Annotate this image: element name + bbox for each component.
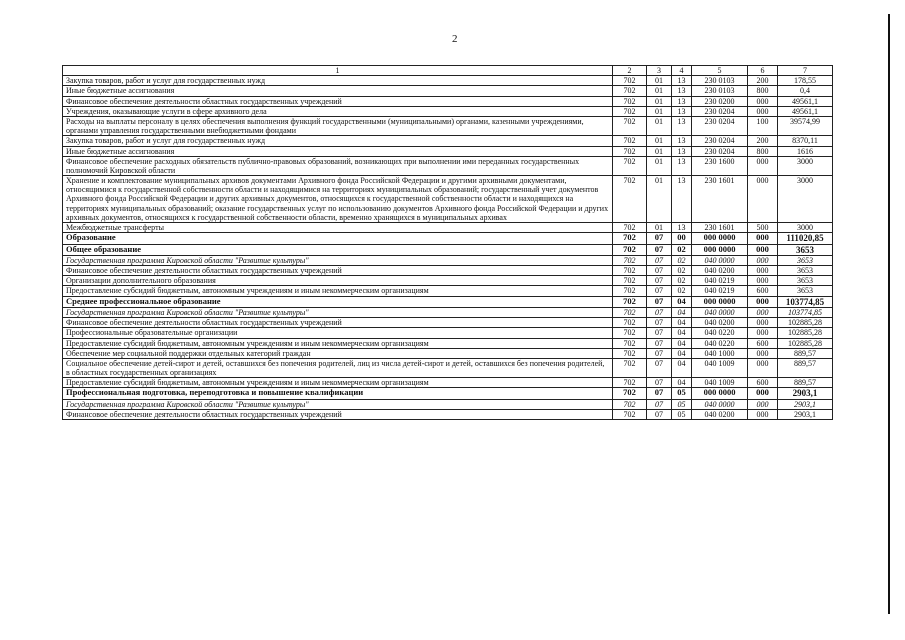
table-row — [63, 348, 833, 358]
table-row — [63, 233, 833, 244]
code-cell: 702 — [613, 348, 647, 358]
expense-type-cell: 100 — [748, 116, 778, 135]
subsection-cell: 05 — [672, 410, 692, 420]
table-row — [63, 266, 833, 276]
expense-type-cell: 000 — [748, 244, 778, 255]
subsection-cell: 04 — [672, 307, 692, 317]
subsection-cell: 13 — [672, 106, 692, 116]
amount-cell: 3000 — [778, 156, 833, 175]
code-cell: 702 — [613, 156, 647, 175]
code-cell: 702 — [613, 338, 647, 348]
table-row — [63, 176, 833, 223]
amount-cell: 3653 — [778, 244, 833, 255]
name-cell: Финансовое обеспечение деятельности областных государственных учреждений — [63, 266, 613, 276]
section-cell: 07 — [647, 266, 672, 276]
expense-type-cell: 000 — [748, 96, 778, 106]
code-cell: 702 — [613, 96, 647, 106]
table-row — [63, 358, 833, 377]
name-cell: Профессиональная подготовка, переподготовка и повышение квалификации — [63, 388, 613, 399]
name-cell: Хранение и комплектование муниципальных архивов документами Архивного фонда Российской Федерации и другими архивными документами, относящимися к государственной собственности области и находящимися на территориях муниципальных образований; государственный учет документов Архивного фонда Российской Федерации и других архивных документов, относящихся к государственной собственности области и находящихся на территориях муниципальных образований; оказание государственных услуг по использованию документов Архивного фонда Российской Федерации и других архивных документов, относящихся к государственной собственности области, временно хранящихся в муниципальных архивах — [63, 176, 613, 223]
amount-cell: 49561,1 — [778, 106, 833, 116]
section-cell: 07 — [647, 276, 672, 286]
section-cell: 07 — [647, 328, 672, 338]
amount-cell: 889,57 — [778, 358, 833, 377]
expense-type-cell: 000 — [748, 358, 778, 377]
subsection-cell: 05 — [672, 388, 692, 399]
name-cell: Социальное обеспечение детей-сирот и детей, оставшихся без попечения родителей, лиц из числа детей-сирот и детей, оставшихся без попечения родителей, в областных государственных организациях — [63, 358, 613, 377]
expense-type-cell: 000 — [748, 255, 778, 265]
section-cell: 01 — [647, 106, 672, 116]
expense-type-cell: 000 — [748, 307, 778, 317]
target-article-cell: 040 0200 — [692, 318, 748, 328]
name-cell: Государственная программа Кировской области "Развитие культуры" — [63, 307, 613, 317]
subsection-cell: 13 — [672, 223, 692, 233]
name-cell: Финансовое обеспечение расходных обязательств публично-правовых образований, возникающих при выполнении ими переданных государственных полномочий Кировской области — [63, 156, 613, 175]
name-cell: Организации дополнительного образования — [63, 276, 613, 286]
page-edge-rule — [888, 14, 890, 614]
section-cell: 01 — [647, 86, 672, 96]
section-cell: 07 — [647, 348, 672, 358]
amount-cell: 1616 — [778, 146, 833, 156]
section-cell: 01 — [647, 76, 672, 86]
amount-cell: 103774,85 — [778, 307, 833, 317]
target-article-cell: 040 0000 — [692, 399, 748, 409]
expense-type-cell: 000 — [748, 276, 778, 286]
section-cell: 01 — [647, 116, 672, 135]
page-number: 2 — [452, 33, 458, 45]
subsection-cell: 13 — [672, 116, 692, 135]
amount-cell: 3000 — [778, 176, 833, 223]
section-cell: 07 — [647, 410, 672, 420]
expense-type-cell: 000 — [748, 318, 778, 328]
expense-type-cell: 500 — [748, 223, 778, 233]
subsection-cell: 02 — [672, 244, 692, 255]
expense-type-cell: 000 — [748, 296, 778, 307]
name-cell: Государственная программа Кировской области "Развитие культуры" — [63, 399, 613, 409]
code-cell: 702 — [613, 286, 647, 296]
target-article-cell: 040 0000 — [692, 255, 748, 265]
table-row — [63, 410, 833, 420]
target-article-cell: 040 0220 — [692, 338, 748, 348]
section-cell: 07 — [647, 233, 672, 244]
expense-type-cell: 800 — [748, 86, 778, 96]
header-cell: 2 — [613, 66, 647, 76]
expense-type-cell: 200 — [748, 136, 778, 146]
code-cell: 702 — [613, 223, 647, 233]
code-cell: 702 — [613, 86, 647, 96]
code-cell: 702 — [613, 76, 647, 86]
code-cell: 702 — [613, 233, 647, 244]
name-cell: Предоставление субсидий бюджетным, автономным учреждениям и иным некоммерческим организациям — [63, 378, 613, 388]
name-cell: Предоставление субсидий бюджетным, автономным учреждениям и иным некоммерческим организациям — [63, 338, 613, 348]
section-cell: 01 — [647, 176, 672, 223]
target-article-cell: 230 0204 — [692, 136, 748, 146]
amount-cell: 3653 — [778, 276, 833, 286]
subsection-cell: 13 — [672, 96, 692, 106]
amount-cell: 103774,85 — [778, 296, 833, 307]
section-cell: 07 — [647, 318, 672, 328]
name-cell: Иные бюджетные ассигнования — [63, 86, 613, 96]
amount-cell: 3653 — [778, 255, 833, 265]
code-cell: 702 — [613, 296, 647, 307]
target-article-cell: 040 0219 — [692, 286, 748, 296]
subsection-cell: 04 — [672, 328, 692, 338]
code-cell: 702 — [613, 176, 647, 223]
name-cell: Профессиональные образовательные организации — [63, 328, 613, 338]
section-cell: 07 — [647, 255, 672, 265]
section-cell: 01 — [647, 96, 672, 106]
subsection-cell: 02 — [672, 255, 692, 265]
expense-type-cell: 000 — [748, 106, 778, 116]
expense-type-cell: 200 — [748, 76, 778, 86]
amount-cell: 3653 — [778, 286, 833, 296]
target-article-cell: 040 0000 — [692, 307, 748, 317]
section-cell: 07 — [647, 286, 672, 296]
section-cell: 01 — [647, 146, 672, 156]
table-row — [63, 255, 833, 265]
subsection-cell: 13 — [672, 156, 692, 175]
section-cell: 07 — [647, 388, 672, 399]
table-row — [63, 106, 833, 116]
target-article-cell: 230 1600 — [692, 156, 748, 175]
header-cell: 1 — [63, 66, 613, 76]
table-row — [63, 338, 833, 348]
name-cell: Закупка товаров, работ и услуг для государственных нужд — [63, 76, 613, 86]
table-header-row — [63, 66, 833, 76]
section-cell: 07 — [647, 378, 672, 388]
target-article-cell: 230 0200 — [692, 96, 748, 106]
code-cell: 702 — [613, 328, 647, 338]
table-row — [63, 378, 833, 388]
name-cell: Финансовое обеспечение деятельности областных государственных учреждений — [63, 96, 613, 106]
table-row — [63, 328, 833, 338]
amount-cell: 2903,1 — [778, 388, 833, 399]
table-row — [63, 116, 833, 135]
expense-type-cell: 000 — [748, 233, 778, 244]
section-cell: 07 — [647, 338, 672, 348]
table-row — [63, 286, 833, 296]
table-row — [63, 146, 833, 156]
target-article-cell: 040 0220 — [692, 328, 748, 338]
subsection-cell: 13 — [672, 146, 692, 156]
table-row — [63, 86, 833, 96]
code-cell: 702 — [613, 255, 647, 265]
name-cell: Межбюджетные трансферты — [63, 223, 613, 233]
subsection-cell: 04 — [672, 338, 692, 348]
target-article-cell: 000 0000 — [692, 388, 748, 399]
amount-cell: 102885,28 — [778, 328, 833, 338]
name-cell: Образование — [63, 233, 613, 244]
target-article-cell: 230 1601 — [692, 223, 748, 233]
header-cell: 4 — [672, 66, 692, 76]
header-cell: 6 — [748, 66, 778, 76]
table-row — [63, 307, 833, 317]
section-cell: 07 — [647, 244, 672, 255]
expense-type-cell: 000 — [748, 388, 778, 399]
amount-cell: 2903,1 — [778, 410, 833, 420]
table-row — [63, 96, 833, 106]
code-cell: 702 — [613, 106, 647, 116]
amount-cell: 49561,1 — [778, 96, 833, 106]
target-article-cell: 230 0103 — [692, 76, 748, 86]
section-cell: 01 — [647, 156, 672, 175]
target-article-cell: 230 0204 — [692, 106, 748, 116]
subsection-cell: 13 — [672, 86, 692, 96]
amount-cell: 8370,11 — [778, 136, 833, 146]
amount-cell: 2903,1 — [778, 399, 833, 409]
code-cell: 702 — [613, 136, 647, 146]
table-row — [63, 136, 833, 146]
expense-type-cell: 800 — [748, 146, 778, 156]
expense-type-cell: 600 — [748, 286, 778, 296]
subsection-cell: 04 — [672, 296, 692, 307]
expense-type-cell: 600 — [748, 338, 778, 348]
code-cell: 702 — [613, 318, 647, 328]
target-article-cell: 040 1000 — [692, 348, 748, 358]
code-cell: 702 — [613, 388, 647, 399]
expense-type-cell: 000 — [748, 410, 778, 420]
name-cell: Иные бюджетные ассигнования — [63, 146, 613, 156]
subsection-cell: 04 — [672, 378, 692, 388]
target-article-cell: 230 0204 — [692, 146, 748, 156]
expense-type-cell: 600 — [748, 378, 778, 388]
target-article-cell: 040 0219 — [692, 276, 748, 286]
name-cell: Учреждения, оказывающие услуги в сфере архивного дела — [63, 106, 613, 116]
section-cell: 07 — [647, 307, 672, 317]
subsection-cell: 05 — [672, 399, 692, 409]
header-cell: 5 — [692, 66, 748, 76]
table-row — [63, 276, 833, 286]
name-cell: Закупка товаров, работ и услуг для государственных нужд — [63, 136, 613, 146]
target-article-cell: 000 0000 — [692, 296, 748, 307]
expense-type-cell: 000 — [748, 156, 778, 175]
amount-cell: 39574,99 — [778, 116, 833, 135]
name-cell: Предоставление субсидий бюджетным, автономным учреждениям и иным некоммерческим организациям — [63, 286, 613, 296]
subsection-cell: 04 — [672, 318, 692, 328]
name-cell: Расходы на выплаты персоналу в целях обеспечения выполнения функций государственными (муниципальными) органами, казенными учреждениями, органами управления государственными внебюджетными фондами — [63, 116, 613, 135]
subsection-cell: 02 — [672, 276, 692, 286]
target-article-cell: 040 0200 — [692, 410, 748, 420]
subsection-cell: 04 — [672, 348, 692, 358]
subsection-cell: 02 — [672, 286, 692, 296]
amount-cell: 3653 — [778, 266, 833, 276]
name-cell: Государственная программа Кировской области "Развитие культуры" — [63, 255, 613, 265]
target-article-cell: 000 0000 — [692, 244, 748, 255]
target-article-cell: 230 1601 — [692, 176, 748, 223]
expense-type-cell: 000 — [748, 399, 778, 409]
code-cell: 702 — [613, 378, 647, 388]
code-cell: 702 — [613, 276, 647, 286]
expense-type-cell: 000 — [748, 328, 778, 338]
table-row — [63, 223, 833, 233]
name-cell: Финансовое обеспечение деятельности областных государственных учреждений — [63, 318, 613, 328]
amount-cell: 0,4 — [778, 86, 833, 96]
target-article-cell: 230 0204 — [692, 116, 748, 135]
section-cell: 01 — [647, 136, 672, 146]
name-cell: Обеспечение мер социальной поддержки отдельных категорий граждан — [63, 348, 613, 358]
subsection-cell: 02 — [672, 266, 692, 276]
amount-cell: 102885,28 — [778, 318, 833, 328]
section-cell: 01 — [647, 223, 672, 233]
code-cell: 702 — [613, 146, 647, 156]
table-row — [63, 76, 833, 86]
target-article-cell: 000 0000 — [692, 233, 748, 244]
name-cell: Общее образование — [63, 244, 613, 255]
target-article-cell: 230 0103 — [692, 86, 748, 96]
code-cell: 702 — [613, 266, 647, 276]
section-cell: 07 — [647, 399, 672, 409]
header-cell: 3 — [647, 66, 672, 76]
subsection-cell: 13 — [672, 76, 692, 86]
amount-cell: 889,57 — [778, 378, 833, 388]
code-cell: 702 — [613, 410, 647, 420]
header-cell: 7 — [778, 66, 833, 76]
expense-type-cell: 000 — [748, 348, 778, 358]
code-cell: 702 — [613, 358, 647, 377]
target-article-cell: 040 1009 — [692, 378, 748, 388]
name-cell: Финансовое обеспечение деятельности областных государственных учреждений — [63, 410, 613, 420]
table-row — [63, 156, 833, 175]
expense-type-cell: 000 — [748, 176, 778, 223]
amount-cell: 178,55 — [778, 76, 833, 86]
target-article-cell: 040 1009 — [692, 358, 748, 377]
amount-cell: 111020,85 — [778, 233, 833, 244]
code-cell: 702 — [613, 399, 647, 409]
table-row — [63, 296, 833, 307]
amount-cell: 3000 — [778, 223, 833, 233]
code-cell: 702 — [613, 244, 647, 255]
expense-type-cell: 000 — [748, 266, 778, 276]
budget-table — [62, 65, 833, 420]
table-row — [63, 244, 833, 255]
section-cell: 07 — [647, 358, 672, 377]
section-cell: 07 — [647, 296, 672, 307]
table-row — [63, 388, 833, 399]
amount-cell: 889,57 — [778, 348, 833, 358]
code-cell: 702 — [613, 116, 647, 135]
subsection-cell: 04 — [672, 358, 692, 377]
subsection-cell: 13 — [672, 176, 692, 223]
target-article-cell: 040 0200 — [692, 266, 748, 276]
table-row — [63, 399, 833, 409]
table-row — [63, 318, 833, 328]
amount-cell: 102885,28 — [778, 338, 833, 348]
subsection-cell: 00 — [672, 233, 692, 244]
name-cell: Среднее профессиональное образование — [63, 296, 613, 307]
code-cell: 702 — [613, 307, 647, 317]
subsection-cell: 13 — [672, 136, 692, 146]
